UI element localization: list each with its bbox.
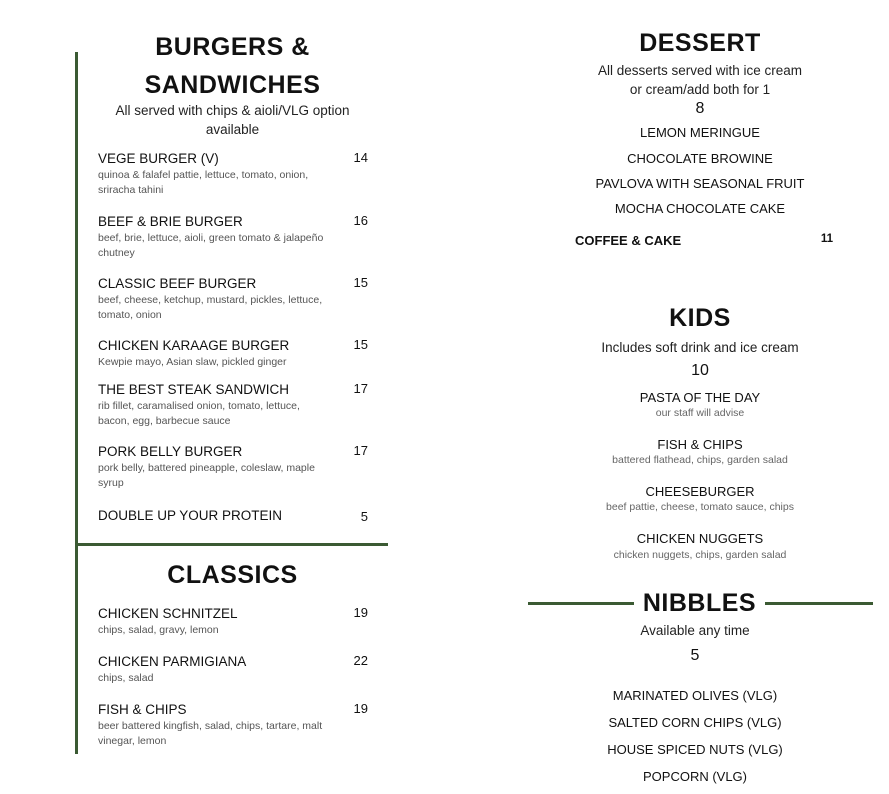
item-name: THE BEST STEAK SANDWICH <box>98 382 290 397</box>
left-column-divider <box>75 52 78 754</box>
classics-title: CLASSICS <box>167 561 298 589</box>
dessert-title: DESSERT <box>639 29 761 57</box>
kids-item-name: FISH & CHIPS <box>657 437 743 452</box>
menu-item <box>98 653 368 685</box>
menu-item <box>98 381 368 428</box>
item-desc: bacon, egg, barbecue sauce <box>98 415 231 427</box>
menu-item <box>98 275 368 322</box>
item-desc: chips, salad <box>98 672 154 684</box>
item-desc: pork belly, battered pineapple, coleslaw, maple <box>98 462 315 474</box>
item-name: CHICKEN SCHNITZEL <box>98 606 238 621</box>
item-desc: chutney <box>98 247 135 259</box>
item-desc: syrup <box>98 477 124 489</box>
menu-item <box>98 443 368 490</box>
burgers-subtitle-line1: All served with chips & aioli/VLG option <box>115 103 350 118</box>
kids-item-name: PASTA OF THE DAY <box>639 390 761 405</box>
menu-item <box>98 701 368 748</box>
item-name: CHICKEN PARMIGIANA <box>98 654 247 669</box>
item-name: CHICKEN KARAAGE BURGER <box>98 338 290 353</box>
item-desc: beer battered kingfish, salad, chips, tartare, malt <box>98 720 323 732</box>
dessert-item: LEMON MERINGUE <box>640 125 760 140</box>
item-name: FISH & CHIPS <box>98 702 187 717</box>
item-price: 19 <box>353 605 368 620</box>
burgers-title <box>80 28 385 104</box>
menu-item <box>98 213 368 260</box>
nibbles-item: HOUSE SPICED NUTS (VLG) <box>607 742 783 757</box>
nibbles-rule-right <box>765 602 873 605</box>
item-desc: beef, cheese, ketchup, mustard, pickles, lettuce, <box>98 294 323 306</box>
kids-item-desc: chicken nuggets, chips, garden salad <box>613 549 787 561</box>
nibbles-title: NIBBLES <box>642 589 757 617</box>
item-desc: tomato, onion <box>98 309 162 321</box>
kids-item-name: CHEESEBURGER <box>645 484 755 499</box>
coffee-cake-price: 11 <box>820 233 833 245</box>
kids-item-desc: battered flathead, chips, garden salad <box>612 454 788 466</box>
burgers-subtitle-line2: available <box>205 122 260 137</box>
kids-title: KIDS <box>669 304 731 332</box>
item-price: 14 <box>353 150 368 165</box>
menu-item <box>98 507 368 524</box>
item-name: BEEF & BRIE BURGER <box>98 214 243 229</box>
dessert-item: PAVLOVA WITH SEASONAL FRUIT <box>595 176 805 191</box>
coffee-cake-row <box>575 233 833 248</box>
item-price: 22 <box>353 653 368 668</box>
menu-item <box>98 605 368 637</box>
nibbles-item: POPCORN (VLG) <box>642 769 747 784</box>
nibbles-rule-left <box>528 602 634 605</box>
item-price: 17 <box>353 443 368 458</box>
item-name: CLASSIC BEEF BURGER <box>98 276 257 291</box>
kids-price: 10 <box>691 362 709 379</box>
menu-item <box>98 337 368 369</box>
kids-subtitle: Includes soft drink and ice cream <box>601 340 799 355</box>
burgers-title-line1: BURGERS & <box>155 33 310 61</box>
dessert-price: 8 <box>695 100 705 117</box>
dessert-subtitle <box>540 61 860 99</box>
item-desc: chips, salad, gravy, lemon <box>98 624 219 636</box>
item-price: 19 <box>353 701 368 716</box>
kids-item-desc: our staff will advise <box>655 407 745 419</box>
item-price: 17 <box>353 381 368 396</box>
kids-item-name: CHICKEN NUGGETS <box>636 531 764 546</box>
item-desc: vinegar, lemon <box>98 735 167 747</box>
nibbles-item: SALTED CORN CHIPS (VLG) <box>608 715 782 730</box>
item-name: PORK BELLY BURGER <box>98 444 243 459</box>
dessert-subtitle-line1: All desserts served with ice cream <box>597 63 803 78</box>
item-desc: beef, brie, lettuce, aioli, green tomato & jalapeño <box>98 232 324 244</box>
item-desc: quinoa & falafel pattie, lettuce, tomato, onion, <box>98 169 309 181</box>
item-price: 16 <box>353 213 368 228</box>
item-price: 5 <box>360 509 368 524</box>
kids-item-desc: beef pattie, cheese, tomato sauce, chips <box>606 501 794 513</box>
item-name: DOUBLE UP YOUR PROTEIN <box>98 508 283 523</box>
classics-divider <box>75 543 388 546</box>
item-price: 15 <box>353 275 368 290</box>
item-desc: Kewpie mayo, Asian slaw, pickled ginger <box>98 356 287 368</box>
dessert-item: MOCHA CHOCOLATE CAKE <box>614 201 786 216</box>
burgers-subtitle <box>80 101 385 139</box>
burgers-title-line2: SANDWICHES <box>144 71 321 99</box>
item-desc: sriracha tahini <box>98 184 164 196</box>
item-desc: rib fillet, caramalised onion, tomato, lettuce, <box>98 400 300 412</box>
nibbles-price: 5 <box>690 647 700 664</box>
dessert-item: CHOCOLATE BROWINE <box>627 151 773 166</box>
coffee-cake-name: COFFEE & CAKE <box>575 233 682 248</box>
dessert-subtitle-line2: or cream/add both for 1 <box>629 82 771 97</box>
menu-item <box>98 150 368 197</box>
item-price: 15 <box>353 337 368 352</box>
nibbles-item: MARINATED OLIVES (VLG) <box>612 688 778 703</box>
nibbles-subtitle: Available any time <box>640 623 750 638</box>
item-name: VEGE BURGER (V) <box>98 151 219 166</box>
